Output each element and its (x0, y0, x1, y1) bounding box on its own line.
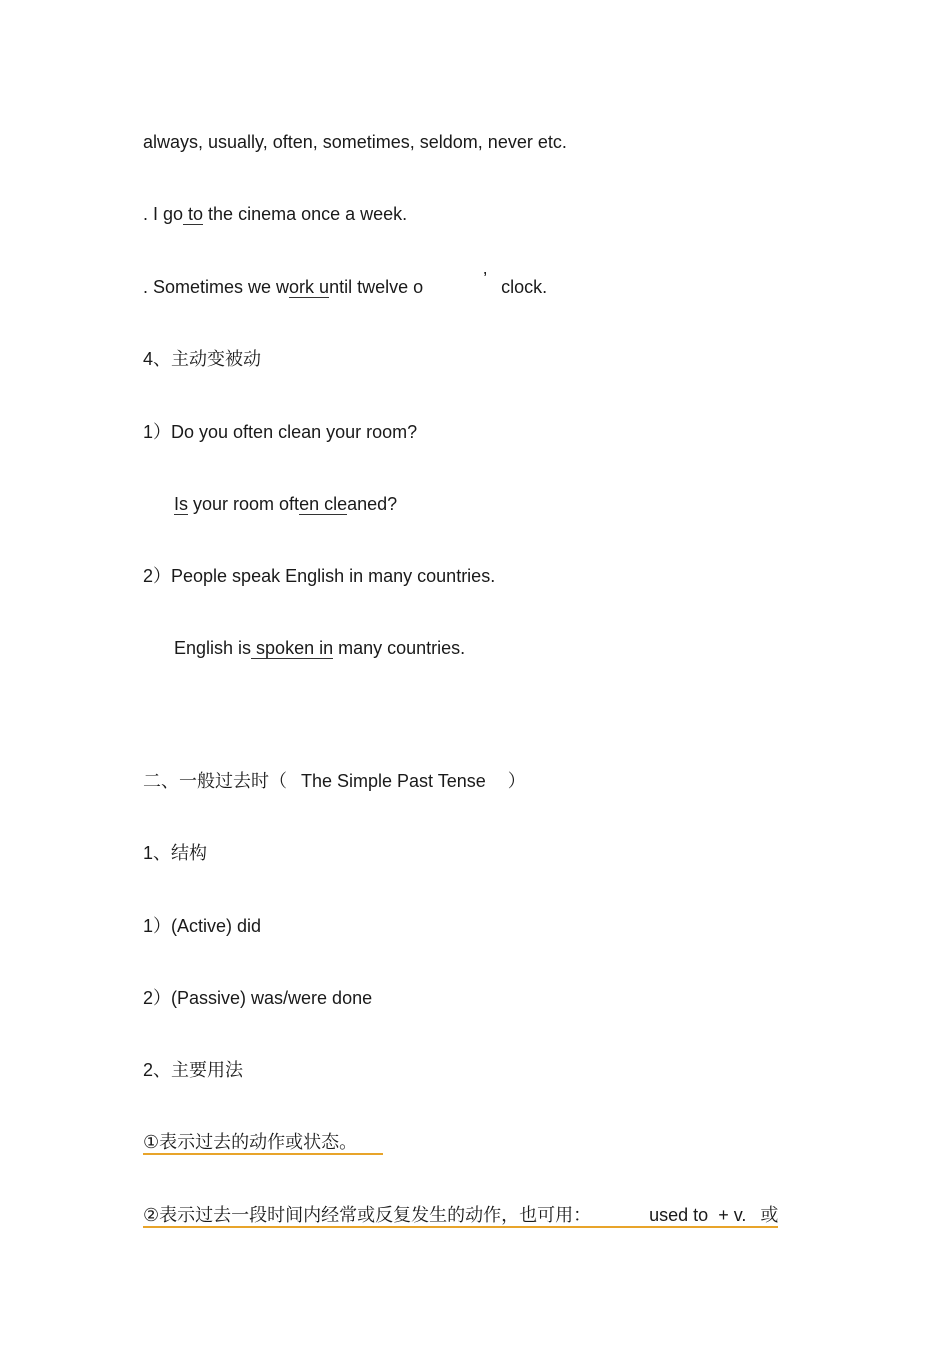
usage-2-highlight (143, 1205, 778, 1228)
answer-1-d: aned? (347, 494, 398, 514)
usage-1-highlight: ①表示过去的动作或状态。 (143, 1132, 383, 1155)
example-cinema (143, 202, 407, 226)
section-title-en: The Simple Past Tense (301, 771, 486, 791)
usage-2 (143, 1203, 778, 1227)
example-work-a: . Sometimes we w (143, 277, 290, 297)
subheading-usage: 2、主要用法 (143, 1060, 244, 1080)
heading-active-passive: 4、主动变被动 (143, 349, 262, 369)
answer-1 (174, 492, 397, 516)
answer-1-b: your room oft (188, 494, 300, 514)
example-work-apostrophe: ’ (483, 269, 488, 289)
question-1: 1）Do you often clean your room? (143, 422, 418, 442)
section-simple-past-title (143, 769, 526, 793)
usage-2-or: 或 (760, 1205, 779, 1225)
example-cinema-c: the cinema once a week. (203, 204, 408, 224)
usage-1 (143, 1130, 383, 1154)
structure-passive: 2）(Passive) was/were done (143, 988, 373, 1008)
answer-2-underline: spoken in (251, 638, 334, 658)
example-cinema-underline: to (183, 204, 204, 224)
section-title-cn: 二、一般过去时（ (143, 771, 287, 791)
answer-1-underline-c: en cle (299, 494, 348, 514)
example-work-d: clock. (501, 277, 548, 297)
answer-2 (174, 636, 465, 660)
section-title-close: ） (507, 771, 526, 791)
subheading-structure: 1、结构 (143, 843, 208, 863)
adverb-list: always, usually, often, sometimes, seldom, never etc. (143, 132, 567, 152)
example-cinema-a: . I go (143, 204, 184, 224)
answer-2-a: English is (174, 638, 252, 658)
structure-active: 1）(Active) did (143, 916, 262, 936)
example-work-c: ntil twelve o (329, 277, 424, 297)
answer-1-underline-a: Is (174, 494, 189, 514)
answer-2-c: many countries. (333, 638, 466, 658)
usage-2-a: ②表示过去一段时间内经常或反复发生的动作，也可用： (143, 1205, 592, 1225)
example-work (143, 269, 548, 299)
example-work-underline: ork u (289, 277, 330, 297)
question-2: 2）People speak English in many countries. (143, 566, 496, 586)
usage-2-used-to: used to + v. (649, 1205, 747, 1225)
